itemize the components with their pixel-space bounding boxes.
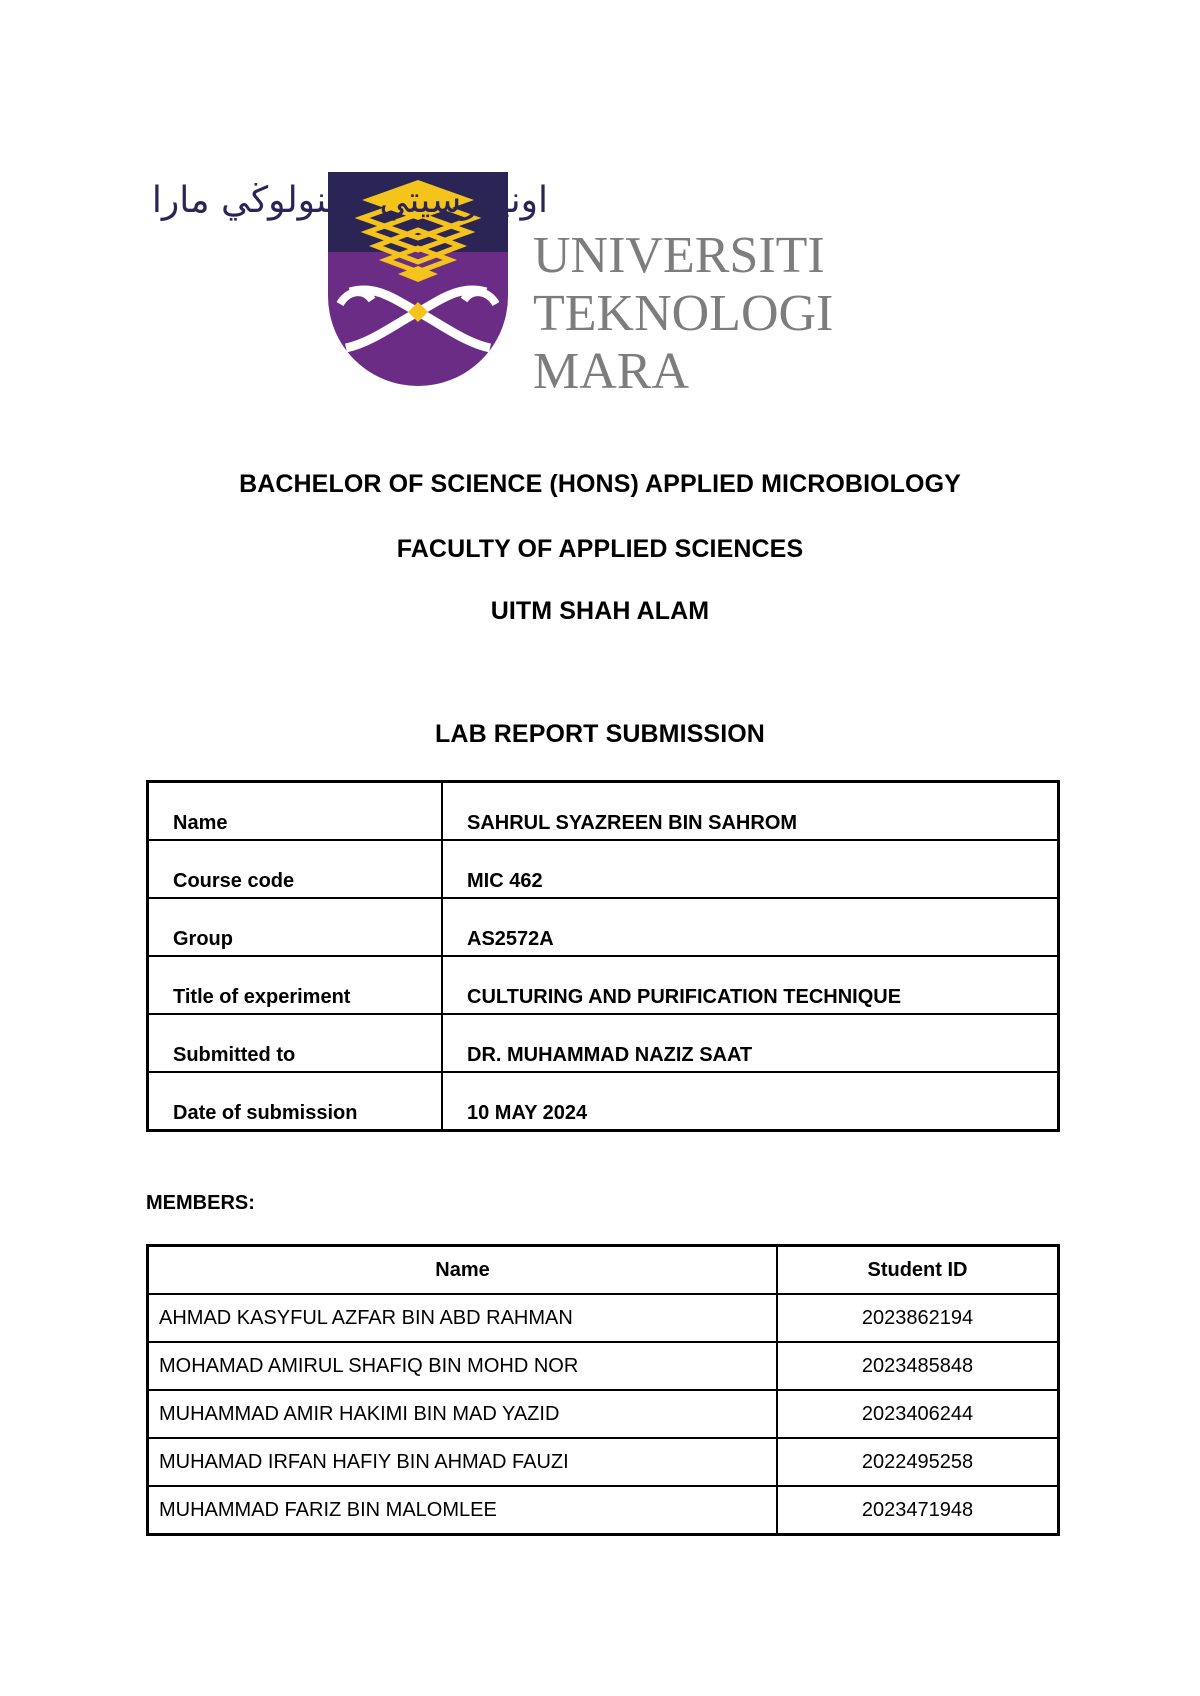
info-row xyxy=(148,840,1059,898)
member-student-id: 2023406244 xyxy=(777,1390,1059,1438)
logo-line-teknologi: TEKNOLOGI xyxy=(533,285,834,342)
info-row xyxy=(148,782,1059,841)
info-label: Submitted to xyxy=(148,1014,443,1072)
logo-line-mara: MARA xyxy=(533,343,690,400)
info-value: 10 MAY 2024 xyxy=(442,1072,1059,1131)
program-heading: BACHELOR OF SCIENCE (HONS) APPLIED MICROBIOLOGY xyxy=(239,470,961,498)
info-label: Date of submission xyxy=(148,1072,443,1131)
member-name: MOHAMAD AMIRUL SHAFIQ BIN MOHD NOR xyxy=(148,1342,778,1390)
member-row xyxy=(148,1342,1059,1390)
member-row xyxy=(148,1486,1059,1535)
info-label: Title of experiment xyxy=(148,956,443,1014)
header-student-id: Student ID xyxy=(777,1246,1059,1295)
uitm-logo xyxy=(151,172,868,400)
info-value: AS2572A xyxy=(442,898,1059,956)
member-row xyxy=(148,1390,1059,1438)
member-student-id: 2023471948 xyxy=(777,1486,1059,1535)
campus-heading: UITM SHAH ALAM xyxy=(490,597,710,625)
member-student-id: 2023485848 xyxy=(777,1342,1059,1390)
document-title: LAB REPORT SUBMISSION xyxy=(435,720,765,748)
member-name: MUHAMMAD FARIZ BIN MALOMLEE xyxy=(148,1486,778,1535)
info-value: MIC 462 xyxy=(442,840,1059,898)
info-row xyxy=(148,1014,1059,1072)
info-value: CULTURING AND PURIFICATION TECHNIQUE xyxy=(442,956,1059,1014)
members-table-header xyxy=(148,1246,1059,1295)
member-student-id: 2022495258 xyxy=(777,1438,1059,1486)
info-value: SAHRUL SYAZREEN BIN SAHROM xyxy=(442,782,1059,841)
members-label: MEMBERS: xyxy=(146,1192,255,1214)
member-row xyxy=(148,1438,1059,1486)
member-name: AHMAD KASYFUL AZFAR BIN ABD RAHMAN xyxy=(148,1294,778,1342)
members-table xyxy=(146,1244,1060,1536)
info-row xyxy=(148,1072,1059,1131)
logo-jawi-text: اونيۏرسيتي تيكنولوڬي مارا xyxy=(151,180,548,221)
info-row xyxy=(148,898,1059,956)
member-name: MUHAMAD IRFAN HAFIY BIN AHMAD FAUZI xyxy=(148,1438,778,1486)
info-label: Name xyxy=(148,782,443,841)
logo-line-universiti: UNIVERSITI xyxy=(533,227,825,284)
member-row xyxy=(148,1294,1059,1342)
member-name: MUHAMMAD AMIR HAKIMI BIN MAD YAZID xyxy=(148,1390,778,1438)
header-name: Name xyxy=(148,1246,778,1295)
info-label: Course code xyxy=(148,840,443,898)
submission-info-table xyxy=(146,780,1060,1132)
info-label: Group xyxy=(148,898,443,956)
faculty-heading: FACULTY OF APPLIED SCIENCES xyxy=(396,535,804,563)
info-value: DR. MUHAMMAD NAZIZ SAAT xyxy=(442,1014,1059,1072)
member-student-id: 2023862194 xyxy=(777,1294,1059,1342)
info-row xyxy=(148,956,1059,1014)
